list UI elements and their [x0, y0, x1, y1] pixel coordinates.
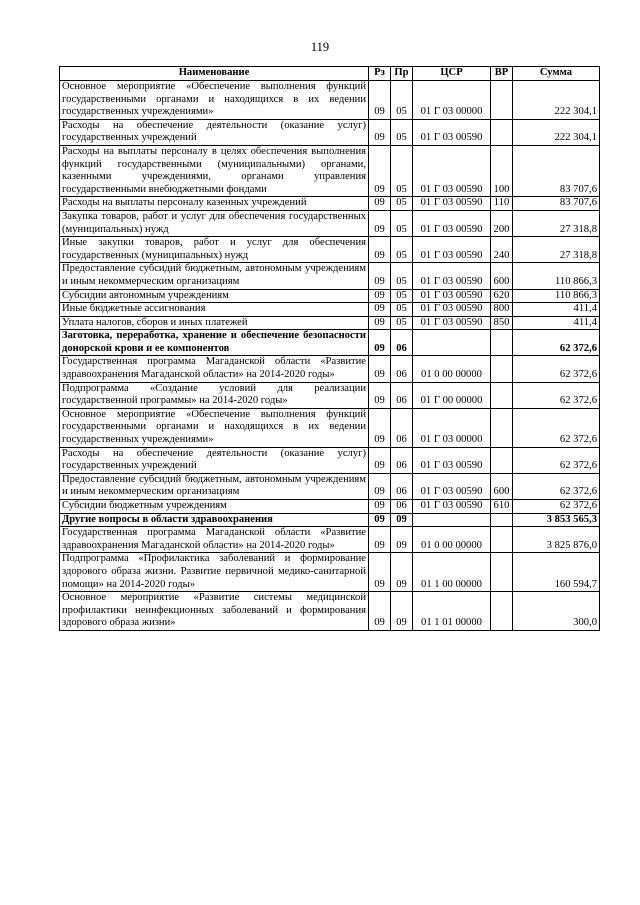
cell-pr: 05	[391, 197, 413, 211]
cell-pr: 06	[391, 330, 413, 356]
cell-name: Предоставление субсидий бюджетным, автономным учреждениям и иным некоммерческим организациям	[60, 263, 369, 289]
cell-rz: 09	[369, 473, 391, 499]
cell-pr: 05	[391, 263, 413, 289]
table-row	[60, 408, 600, 447]
page-number: 119	[310, 40, 330, 54]
table-row	[60, 513, 600, 527]
cell-rz: 09	[369, 592, 391, 631]
cell-rz: 09	[369, 330, 391, 356]
cell-pr: 05	[391, 210, 413, 236]
table-row	[60, 81, 600, 120]
cell-sum: 110 866,3	[513, 263, 600, 289]
cell-vr: 110	[491, 197, 513, 211]
cell-name: Подпрограмма «Создание условий для реализации государственной программы» на 2014-2020 годы»	[60, 382, 369, 408]
cell-pr: 09	[391, 553, 413, 592]
cell-name: Заготовка, переработка, хранение и обеспечение безопасности донорской крови и ее компонентов	[60, 330, 369, 356]
table-row	[60, 197, 600, 211]
cell-vr	[491, 382, 513, 408]
cell-vr: 200	[491, 210, 513, 236]
cell-name: Субсидии автономным учреждениям	[60, 289, 369, 303]
cell-csr: 01 0 00 00000	[413, 356, 491, 382]
cell-csr: 01 Г 03 00590	[413, 303, 491, 317]
cell-csr: 01 Г 03 00000	[413, 408, 491, 447]
cell-rz: 09	[369, 553, 391, 592]
cell-sum: 411,4	[513, 316, 600, 330]
header-name: Наименование	[60, 67, 369, 81]
cell-sum: 3 825 876,0	[513, 527, 600, 553]
cell-name: Государственная программа Магаданской области «Развитие здравоохранения Магаданской области» на 2014-2020 годы»	[60, 527, 369, 553]
cell-csr: 01 Г 00 00000	[413, 382, 491, 408]
cell-vr	[491, 592, 513, 631]
cell-rz: 09	[369, 145, 391, 196]
cell-rz: 09	[369, 289, 391, 303]
cell-vr	[491, 553, 513, 592]
cell-sum: 62 372,6	[513, 408, 600, 447]
table-row	[60, 330, 600, 356]
cell-name: Уплата налогов, сборов и иных платежей	[60, 316, 369, 330]
cell-vr: 610	[491, 500, 513, 514]
cell-name: Основное мероприятие «Обеспечение выполнения функций государственными органами и находящихся в их ведении государственных учреждениями»	[60, 408, 369, 447]
cell-rz: 09	[369, 263, 391, 289]
header-csr: ЦСР	[413, 67, 491, 81]
cell-csr	[413, 330, 491, 356]
cell-sum: 3 853 565,3	[513, 513, 600, 527]
cell-name: Основное мероприятие «Развитие системы медицинской профилактики неинфекционных заболеваний и формирования здорового образа жизни»	[60, 592, 369, 631]
cell-rz: 09	[369, 408, 391, 447]
cell-vr	[491, 356, 513, 382]
cell-pr: 06	[391, 408, 413, 447]
cell-csr	[413, 513, 491, 527]
cell-vr	[491, 513, 513, 527]
cell-pr: 06	[391, 500, 413, 514]
table-row	[60, 145, 600, 196]
cell-rz: 09	[369, 356, 391, 382]
cell-pr: 05	[391, 289, 413, 303]
cell-pr: 05	[391, 316, 413, 330]
table-row	[60, 500, 600, 514]
cell-rz: 09	[369, 500, 391, 514]
cell-rz: 09	[369, 447, 391, 473]
cell-vr: 100	[491, 145, 513, 196]
cell-csr: 01 0 00 00000	[413, 527, 491, 553]
cell-rz: 09	[369, 210, 391, 236]
cell-sum: 222 304,1	[513, 119, 600, 145]
cell-name: Иные бюджетные ассигнования	[60, 303, 369, 317]
cell-vr: 620	[491, 289, 513, 303]
cell-name: Расходы на обеспечение деятельности (оказание услуг) государственных учреждений	[60, 119, 369, 145]
table-row	[60, 210, 600, 236]
cell-csr: 01 1 01 00000	[413, 592, 491, 631]
table-row	[60, 473, 600, 499]
cell-rz: 09	[369, 119, 391, 145]
cell-vr: 600	[491, 263, 513, 289]
cell-pr: 06	[391, 356, 413, 382]
header-sum: Сумма	[513, 67, 600, 81]
cell-rz: 09	[369, 197, 391, 211]
cell-rz: 09	[369, 513, 391, 527]
cell-vr	[491, 330, 513, 356]
cell-sum: 62 372,6	[513, 500, 600, 514]
cell-pr: 05	[391, 81, 413, 120]
cell-vr	[491, 119, 513, 145]
cell-pr: 06	[391, 473, 413, 499]
cell-sum: 83 707,6	[513, 197, 600, 211]
cell-vr: 850	[491, 316, 513, 330]
cell-name: Расходы на выплаты персоналу в целях обеспечения выполнения функций государственными (муниципальными) органами, казенными учреждениями, органами управления государственными внебюджетными фондами	[60, 145, 369, 196]
cell-vr	[491, 447, 513, 473]
table-body	[60, 81, 600, 631]
table-row	[60, 356, 600, 382]
cell-pr: 05	[391, 237, 413, 263]
cell-csr: 01 Г 03 00590	[413, 237, 491, 263]
table-row	[60, 447, 600, 473]
cell-sum: 62 372,6	[513, 382, 600, 408]
cell-sum: 83 707,6	[513, 145, 600, 196]
cell-pr: 05	[391, 145, 413, 196]
cell-sum: 222 304,1	[513, 81, 600, 120]
table-row	[60, 527, 600, 553]
cell-csr: 01 Г 03 00590	[413, 197, 491, 211]
cell-csr: 01 Г 03 00590	[413, 473, 491, 499]
cell-name: Другие вопросы в области здравоохранения	[60, 513, 369, 527]
cell-sum: 62 372,6	[513, 330, 600, 356]
table-row	[60, 119, 600, 145]
cell-vr: 240	[491, 237, 513, 263]
cell-csr: 01 1 00 00000	[413, 553, 491, 592]
cell-name: Государственная программа Магаданской области «Развитие здравоохранения Магаданской области» на 2014-2020 годы»	[60, 356, 369, 382]
cell-name: Закупка товаров, работ и услуг для обеспечения государственных (муниципальных) нужд	[60, 210, 369, 236]
cell-name: Иные закупки товаров, работ и услуг для обеспечения государственных (муниципальных) нужд	[60, 237, 369, 263]
cell-pr: 05	[391, 119, 413, 145]
cell-csr: 01 Г 03 00590	[413, 145, 491, 196]
cell-pr: 06	[391, 382, 413, 408]
cell-sum: 62 372,6	[513, 473, 600, 499]
cell-vr	[491, 81, 513, 120]
table-row	[60, 263, 600, 289]
cell-sum: 27 318,8	[513, 210, 600, 236]
cell-name: Подпрограмма «Профилактика заболеваний и формирование здорового образа жизни. Развитие первичной медико-санитарной помощи» на 2014-2020 годы»	[60, 553, 369, 592]
cell-sum: 62 372,6	[513, 356, 600, 382]
table-row	[60, 592, 600, 631]
table-row	[60, 316, 600, 330]
cell-name: Основное мероприятие «Обеспечение выполнения функций государственными органами и находящихся в их ведении государственных учреждениями»	[60, 81, 369, 120]
cell-pr: 09	[391, 527, 413, 553]
header-vr: ВР	[491, 67, 513, 81]
table-header-row	[60, 67, 600, 81]
cell-rz: 09	[369, 81, 391, 120]
cell-sum: 110 866,3	[513, 289, 600, 303]
cell-sum: 27 318,8	[513, 237, 600, 263]
cell-sum: 411,4	[513, 303, 600, 317]
cell-name: Расходы на обеспечение деятельности (оказание услуг) государственных учреждений	[60, 447, 369, 473]
cell-sum: 62 372,6	[513, 447, 600, 473]
cell-rz: 09	[369, 316, 391, 330]
cell-vr: 800	[491, 303, 513, 317]
cell-csr: 01 Г 03 00000	[413, 81, 491, 120]
cell-pr: 05	[391, 303, 413, 317]
cell-sum: 300,0	[513, 592, 600, 631]
cell-csr: 01 Г 03 00590	[413, 447, 491, 473]
table-row	[60, 382, 600, 408]
cell-csr: 01 Г 03 00590	[413, 289, 491, 303]
cell-pr: 09	[391, 592, 413, 631]
cell-csr: 01 Г 03 00590	[413, 210, 491, 236]
cell-pr: 09	[391, 513, 413, 527]
cell-rz: 09	[369, 303, 391, 317]
cell-vr	[491, 408, 513, 447]
cell-name: Предоставление субсидий бюджетным, автономным учреждениям и иным некоммерческим организациям	[60, 473, 369, 499]
header-rz: Рз	[369, 67, 391, 81]
cell-sum: 160 594,7	[513, 553, 600, 592]
cell-vr	[491, 527, 513, 553]
budget-table	[59, 66, 600, 631]
cell-rz: 09	[369, 382, 391, 408]
cell-csr: 01 Г 03 00590	[413, 500, 491, 514]
table-row	[60, 237, 600, 263]
cell-name: Субсидии бюджетным учреждениям	[60, 500, 369, 514]
table-row	[60, 303, 600, 317]
cell-rz: 09	[369, 527, 391, 553]
header-pr: Пр	[391, 67, 413, 81]
cell-csr: 01 Г 03 00590	[413, 263, 491, 289]
cell-vr: 600	[491, 473, 513, 499]
table-row	[60, 289, 600, 303]
cell-csr: 01 Г 03 00590	[413, 119, 491, 145]
table-row	[60, 553, 600, 592]
cell-rz: 09	[369, 237, 391, 263]
cell-pr: 06	[391, 447, 413, 473]
cell-name: Расходы на выплаты персоналу казенных учреждений	[60, 197, 369, 211]
cell-csr: 01 Г 03 00590	[413, 316, 491, 330]
